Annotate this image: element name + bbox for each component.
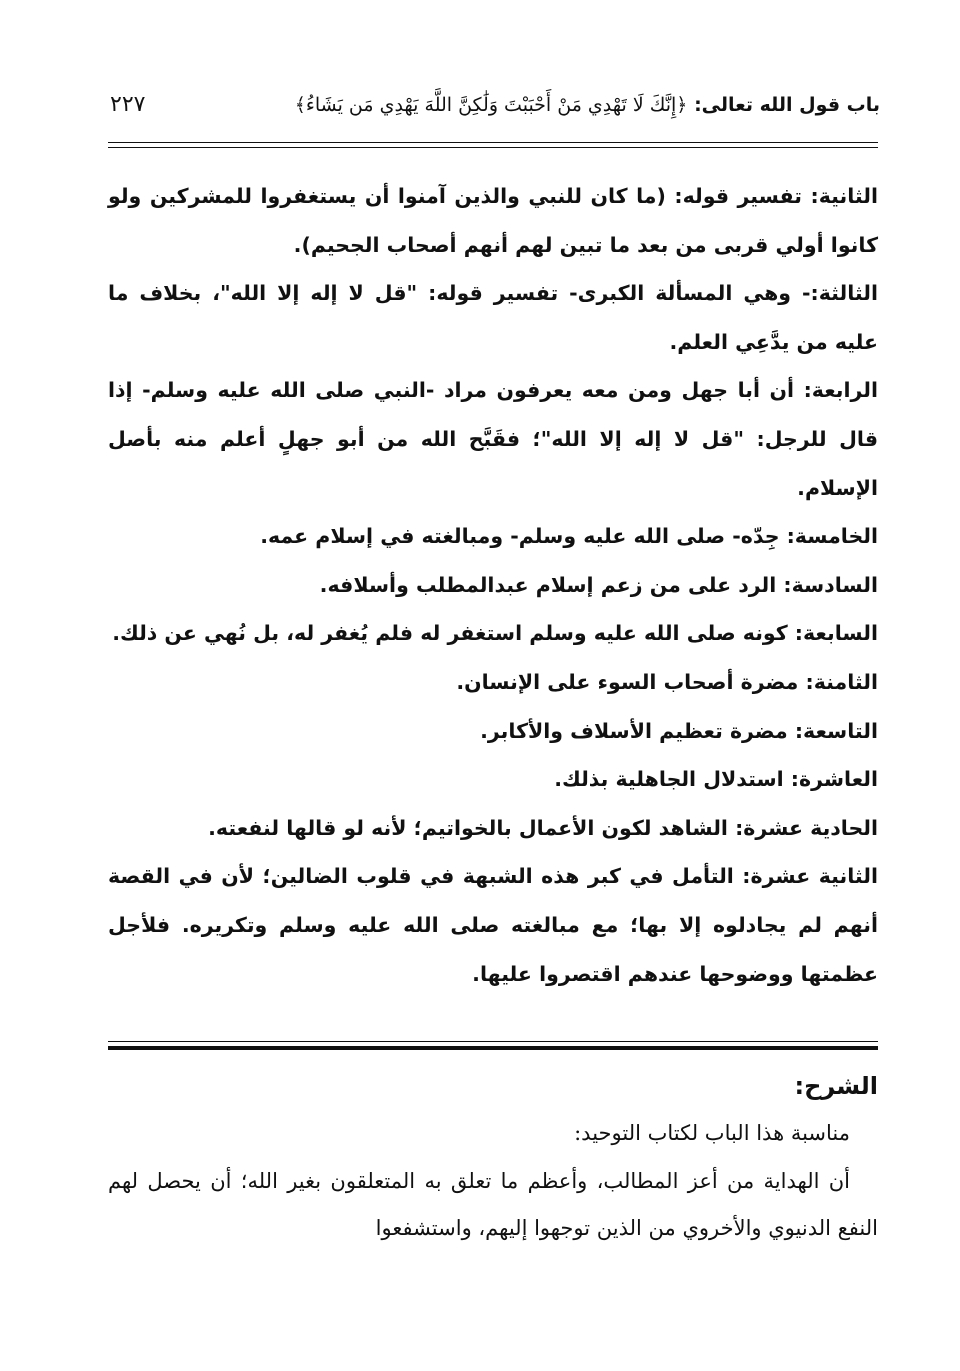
issues-list bbox=[108, 172, 878, 998]
header-rule-top bbox=[108, 142, 878, 143]
chapter-title bbox=[295, 94, 880, 116]
header-rule-bottom bbox=[108, 147, 878, 148]
issue-2: الثانية: تفسير قوله: (ما كان للنبي والذين آمنوا أن يستغفروا للمشركين ولو كانوا أولي قربى من بعد ما تبين لهم أنهم أصحاب الجحيم). bbox=[108, 184, 878, 257]
commentary-section bbox=[108, 1064, 878, 1252]
page-number: ٢٢٧ bbox=[110, 92, 146, 117]
issue-7: السابعة: كونه صلى الله عليه وسلم استغفر له فلم يُغفر له، بل نُهي عن ذلك. bbox=[112, 621, 878, 646]
commentary-paragraph: أن الهداية من أعز المطالب، وأعظم ما تعلق به المتعلقون بغير الله؛ أن يحصل لهم النفع الدنيوي والأخروي من الذين توجهوا إليهم، واستشفعوا bbox=[108, 1169, 878, 1240]
issue-8: الثامنة: مضرة أصحاب السوء على الإنسان. bbox=[456, 669, 878, 694]
issue-4: الرابعة: أن أبا جهل ومن معه يعرفون مراد -النبي صلى الله عليه وسلم- إذا قال للرجل: "قل لا إله إلا الله"؛ فقَبَّح الله من أبو جهلٍ أعلم منه بأصل الإسلام. bbox=[108, 378, 878, 500]
commentary-subheading: مناسبة هذا الباب لكتاب التوحيد: bbox=[574, 1121, 850, 1145]
chapter-title-prefix: باب قول الله تعالى: bbox=[694, 94, 880, 116]
issue-6: السادسة: الرد على من زعم إسلام عبدالمطلب وأسلافه. bbox=[319, 572, 878, 597]
issue-10: العاشرة: استدلال الجاهلية بذلك. bbox=[554, 767, 878, 792]
section-rule-thin bbox=[108, 1041, 878, 1042]
issue-12: الثانية عشرة: التأمل في كبر هذه الشبهة في قلوب الضالين؛ لأن في القصة أنهم لم يجادلوه إلا بها؛ مع مبالغته صلى الله عليه وسلم وتكريره. فلأجل عظمتها ووضوحها عندهم اقتصروا عليها. bbox=[108, 864, 878, 986]
commentary-heading: الشرح: bbox=[794, 1072, 878, 1100]
issue-9: التاسعة: مضرة تعظيم الأسلاف والأكابر. bbox=[480, 718, 878, 743]
issue-5: الخامسة: جِدّه- صلى الله عليه وسلم- ومبالغته في إسلام عمه. bbox=[260, 524, 878, 549]
running-header bbox=[110, 92, 880, 132]
quran-verse: ﴿إِنَّكَ لَا تَهْدِي مَنْ أَحْبَبْتَ وَلَٰكِنَّ اللَّهَ يَهْدِي مَن يَشَاءُ﴾ bbox=[294, 94, 688, 116]
section-rule-thick bbox=[108, 1046, 878, 1050]
issue-3: الثالثة:- وهي المسألة الكبرى- تفسير قوله: "قل لا إله إلا الله"، بخلاف ما عليه من يدَّعِي العلم. bbox=[108, 281, 878, 354]
issue-11: الحادية عشرة: الشاهد لكون الأعمال بالخواتيم؛ لأنه لو قالها لنفعته. bbox=[208, 815, 878, 840]
